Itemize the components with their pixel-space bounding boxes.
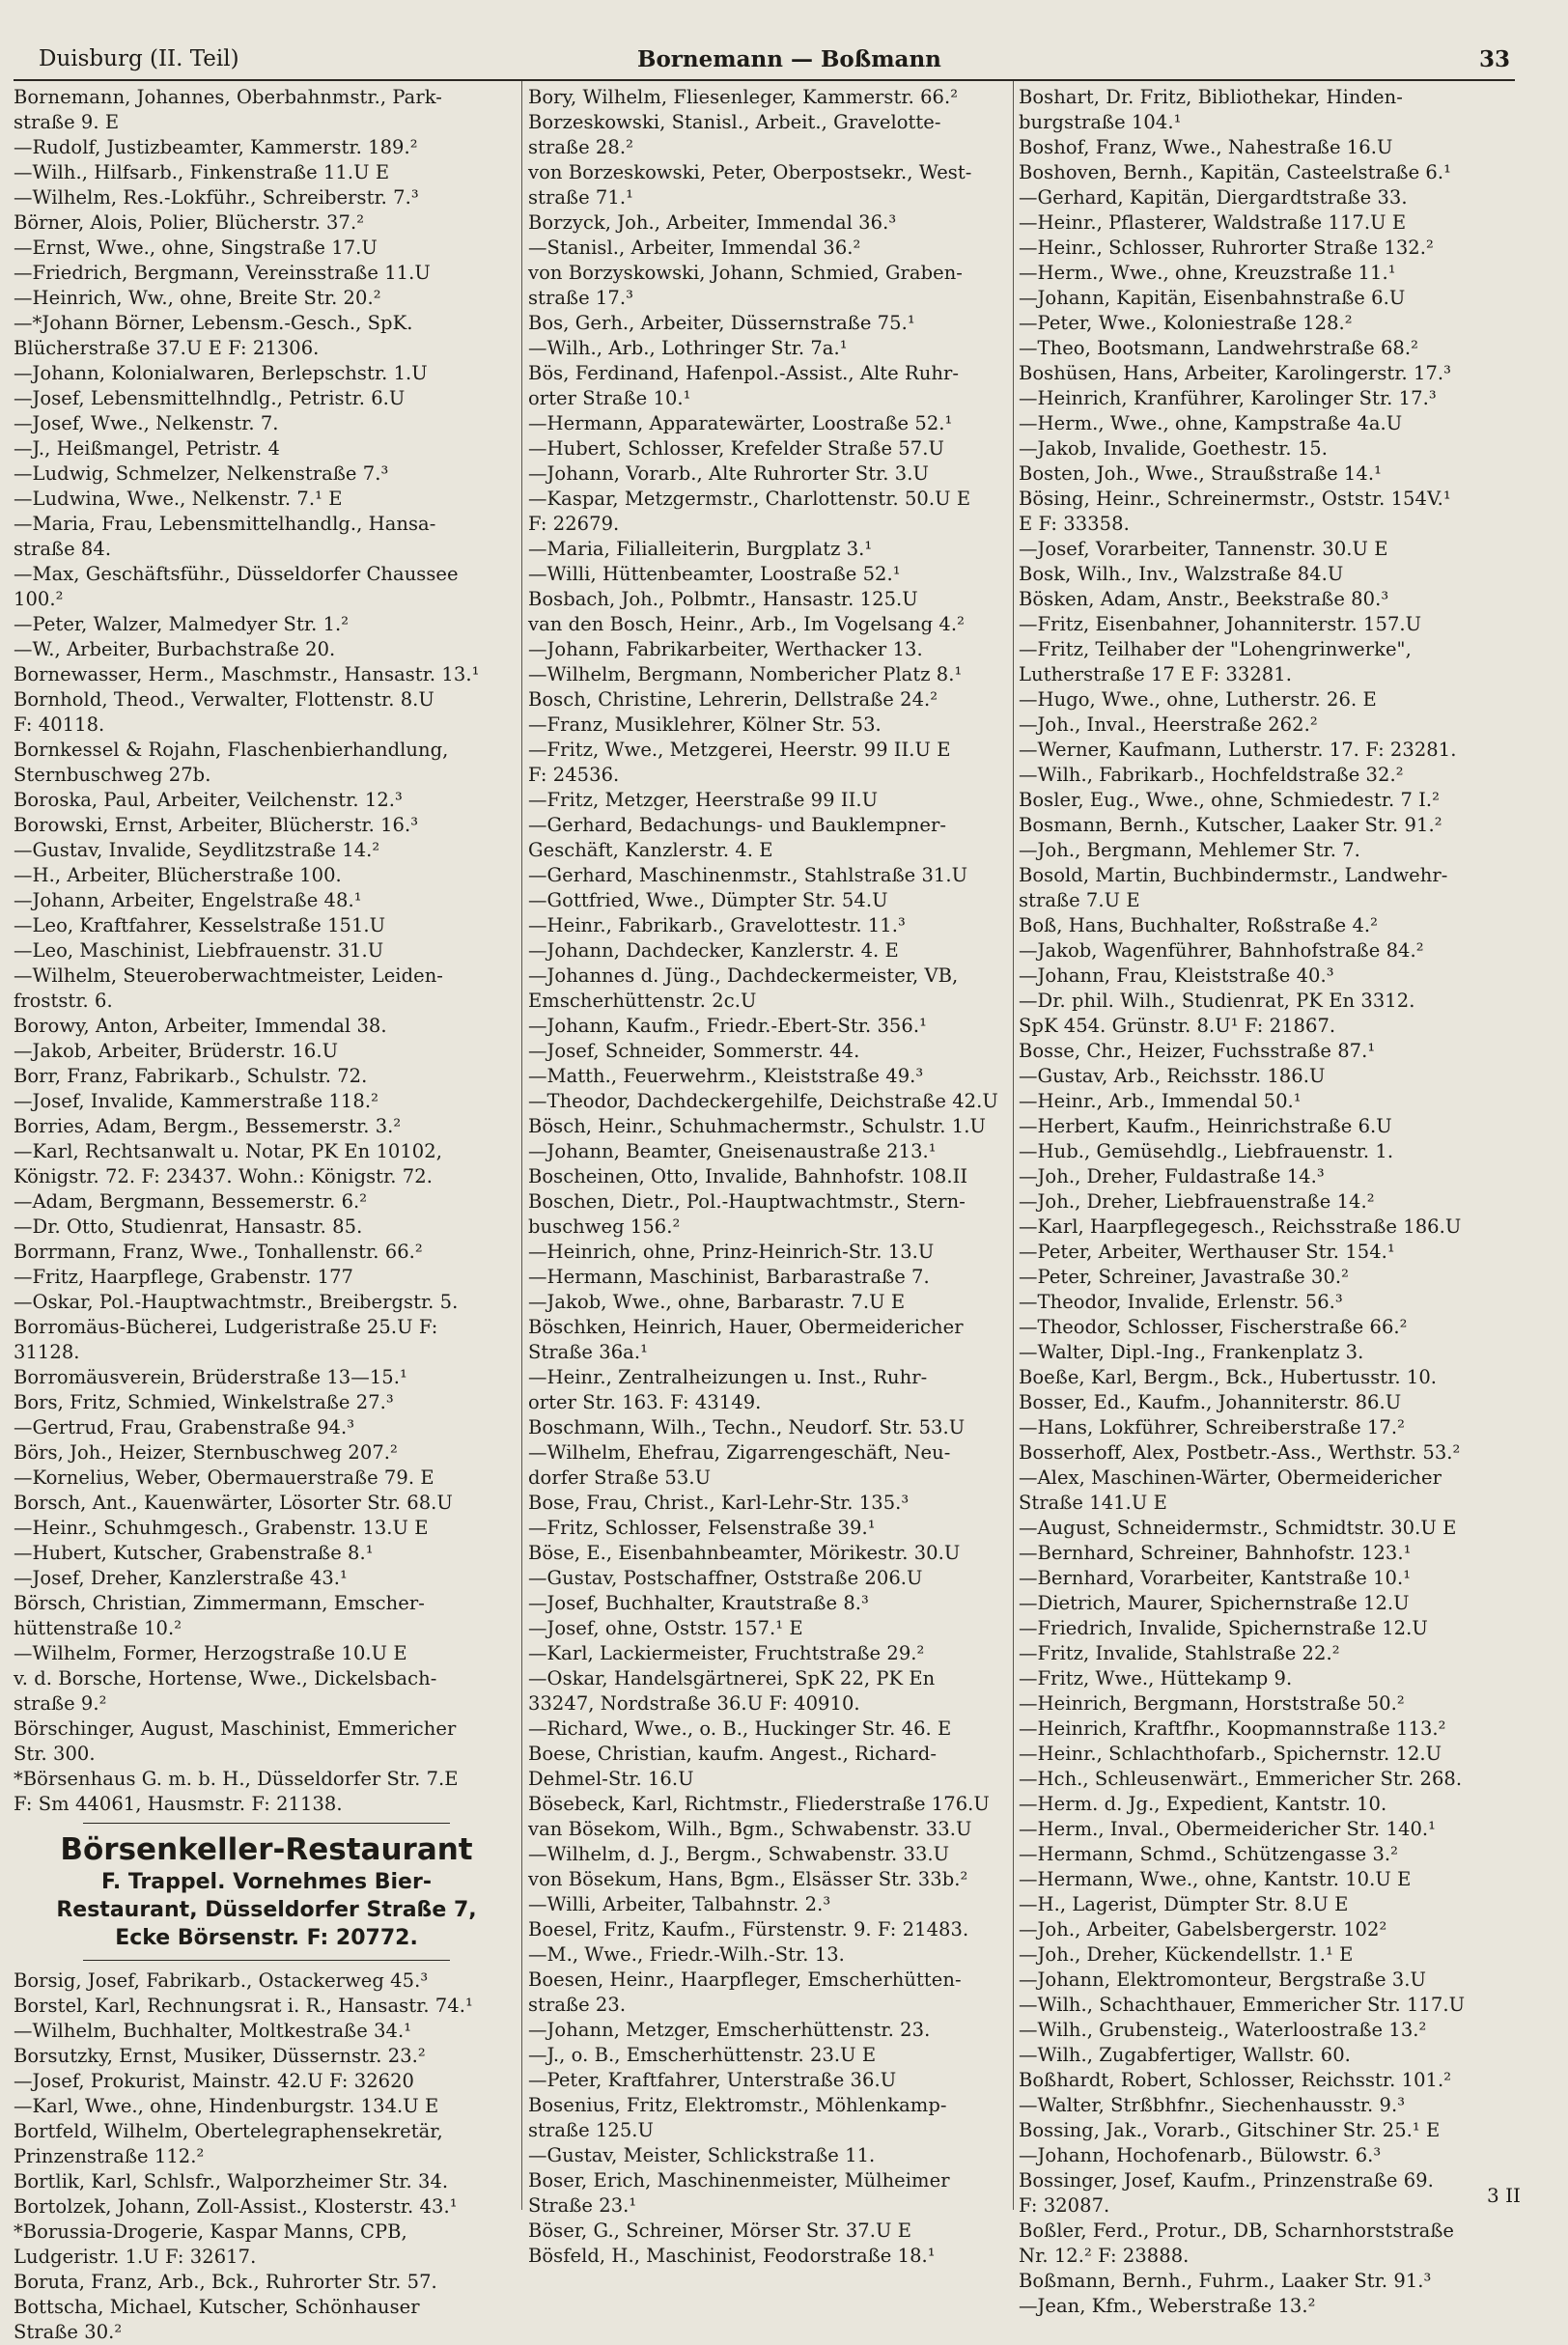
directory-entry: —Theo, Bootsmann, Landwehrstraße 68.²: [1019, 337, 1418, 359]
directory-entry: straße 125.U: [528, 2119, 655, 2141]
directory-entry: *Borussia-Drogerie, Kaspar Manns, CPB,: [14, 2220, 407, 2243]
directory-entry: —Karl, Haarpflegegesch., Reichsstraße 186.U: [1019, 1215, 1462, 1238]
directory-entry: —Bernhard, Schreiner, Bahnhofstr. 123.¹: [1019, 1542, 1412, 1564]
directory-entry: 31128.: [14, 1341, 80, 1363]
directory-entry: van Bösekom, Wilh., Bgm., Schwabenstr. 33.U: [528, 1818, 972, 1840]
directory-entry: Börsch, Christian, Zimmermann, Emscher-: [14, 1592, 425, 1614]
directory-entry: —Josef, Prokurist, Mainstr. 42.U F: 32620: [14, 2070, 415, 2092]
directory-entry: straße 7.U E: [1019, 889, 1140, 911]
directory-entry: Sternbuschweg 27b.: [14, 764, 211, 786]
directory-entry: Bornhold, Theod., Verwalter, Flottenstr. 8.U: [14, 688, 434, 711]
directory-entry: —Ernst, Wwe., ohne, Singstraße 17.U: [14, 237, 378, 259]
directory-entry: Blücherstraße 37.U E F: 21306.: [14, 337, 320, 359]
directory-entry: —Hermann, Maschinist, Barbarastraße 7.: [528, 1266, 930, 1288]
directory-entry: —Heinr., Arb., Immendal 50.¹: [1019, 1090, 1302, 1112]
directory-entry: Boshart, Dr. Fritz, Bibliothekar, Hinden-: [1019, 86, 1403, 108]
directory-entry: Borzyck, Joh., Arbeiter, Immendal 36.³: [528, 211, 897, 234]
directory-entry: F: 32087.: [1019, 2194, 1110, 2217]
directory-entry: —Herm., Wwe., ohne, Kampstraße 4a.U: [1019, 412, 1403, 434]
directory-entry: —Josef, Dreher, Kanzlerstraße 43.¹: [14, 1567, 348, 1589]
directory-entry: —Hermann, Schmd., Schützengasse 3.²: [1019, 1843, 1399, 1865]
ad-line: Ecke Börsenstr. F: 20772.: [115, 1926, 418, 1950]
directory-entry: Böser, G., Schreiner, Mörser Str. 37.U E: [528, 2219, 912, 2242]
directory-entry: —Joh., Arbeiter, Gabelsbergerstr. 102²: [1019, 1918, 1387, 1940]
directory-entry: Bosold, Martin, Buchbindermstr., Landwehr-: [1019, 864, 1448, 886]
directory-entry: Str. 300.: [14, 1743, 96, 1765]
directory-entry: —Jakob, Arbeiter, Brüderstr. 16.U: [14, 1040, 339, 1062]
directory-entry: —Leo, Kraftfahrer, Kesselstraße 151.U: [14, 914, 386, 936]
directory-entry: van den Bosch, Heinr., Arb., Im Vogelsang 4.²: [528, 613, 965, 635]
directory-entry: —Josef, Invalide, Kammerstraße 118.²: [14, 1090, 378, 1112]
directory-entry: —Wilh., Arb., Lothringer Str. 7a.¹: [528, 337, 848, 359]
directory-entry: —Josef, Wwe., Nelkenstr. 7.: [14, 412, 279, 434]
directory-entry: —Heinrich, ohne, Prinz-Heinrich-Str. 13.U: [528, 1241, 935, 1263]
directory-entry: —Herbert, Kaufm., Heinrichstraße 6.U: [1019, 1115, 1392, 1137]
directory-entry: Bösch, Heinr., Schuhmachermstr., Schulstr. 1.U: [528, 1115, 986, 1137]
directory-entry: —Fritz, Invalide, Stahlstraße 22.²: [1019, 1642, 1340, 1664]
directory-entry: von Borzyskowski, Johann, Schmied, Graben-: [528, 262, 963, 284]
directory-entry: Bortfeld, Wilhelm, Obertelegraphensekretär,: [14, 2120, 443, 2142]
directory-entry: —Fritz, Wwe., Metzgerei, Heerstr. 99 II.U E: [528, 739, 951, 761]
directory-entry: Boshof, Franz, Wwe., Nahestraße 16.U: [1019, 136, 1393, 158]
directory-entry: —Fritz, Teilhaber der "Lohengrinwerke",: [1019, 638, 1412, 660]
directory-entry: straße 23.: [528, 1994, 627, 2016]
directory-entry: buschweg 156.²: [528, 1215, 681, 1238]
directory-entry: —Gustav, Arb., Reichsstr. 186.U: [1019, 1065, 1326, 1087]
directory-entry: —Heinrich, Kraftfhr., Koopmannstraße 113.²: [1019, 1717, 1446, 1740]
directory-entry: —Franz, Musiklehrer, Kölner Str. 53.: [528, 713, 882, 736]
directory-entry: Bors, Fritz, Schmied, Winkelstraße 27.³: [14, 1391, 394, 1413]
directory-entry: —Richard, Wwe., o. B., Huckinger Str. 46. E: [528, 1717, 952, 1740]
directory-entry: 100.²: [14, 588, 64, 610]
directory-entry: —Bernhard, Vorarbeiter, Kantstraße 10.¹: [1019, 1567, 1412, 1589]
directory-entry: Bortlik, Karl, Schlsfr., Walporzheimer Str. 34.: [14, 2170, 449, 2192]
directory-entry: Borzeskowski, Stanisl., Arbeit., Gravelotte-: [528, 111, 941, 133]
directory-entry: v. d. Borsche, Hortense, Wwe., Dickelsbach-: [14, 1667, 437, 1689]
directory-entry: —Johann, Beamter, Gneisenaustraße 213.¹: [528, 1140, 937, 1162]
directory-entry: Borsutzky, Ernst, Musiker, Düssernstr. 23.²: [14, 2045, 426, 2067]
directory-entry: Straße 23.¹: [528, 2194, 637, 2217]
directory-entry: —Wilh., Fabrikarb., Hochfeldstraße 32.²: [1019, 764, 1404, 786]
directory-entry: Borries, Adam, Bergm., Bessemerstr. 3.²: [14, 1115, 402, 1137]
directory-entry: —Maria, Frau, Lebensmittelhandlg., Hansa-: [14, 513, 436, 535]
directory-entry: Boruta, Franz, Arb., Bck., Ruhrorter Str. 57.: [14, 2271, 437, 2293]
directory-entry: —Gottfried, Wwe., Dümpter Str. 54.U: [528, 889, 888, 911]
directory-entry: —Ludwina, Wwe., Nelkenstr. 7.¹ E: [14, 488, 343, 510]
directory-entry: Boshoven, Bernh., Kapitän, Casteelstraße 6.¹: [1019, 161, 1452, 183]
ad-line: Restaurant, Düsseldorfer Straße 7,: [56, 1898, 477, 1922]
directory-entry: —Johann, Arbeiter, Engelstraße 48.¹: [14, 889, 362, 911]
directory-entry: —Hermann, Wwe., ohne, Kantstr. 10.U E: [1019, 1868, 1412, 1890]
directory-entry: Borsch, Ant., Kauenwärter, Lösorter Str. 68.U: [14, 1492, 453, 1514]
directory-entry: —Jakob, Invalide, Goethestr. 15.: [1019, 437, 1328, 460]
directory-entry: Bornkessel & Rojahn, Flaschenbierhandlung,: [14, 739, 449, 761]
directory-entry: Bornewasser, Herm., Maschmstr., Hansastr. 13.¹: [14, 663, 480, 685]
directory-entry: Boschen, Dietr., Pol.-Hauptwachtmstr., Stern-: [528, 1190, 966, 1213]
directory-entry: E F: 33358.: [1019, 513, 1130, 535]
directory-entry: Börner, Alois, Polier, Blücherstr. 37.²: [14, 211, 365, 234]
directory-entry: —Heinr., Fabrikarb., Gravelottestr. 11.³: [528, 914, 906, 936]
directory-entry: burgstraße 104.¹: [1019, 111, 1182, 133]
directory-entry: —Gertrud, Frau, Grabenstraße 94.³: [14, 1416, 355, 1438]
directory-entry: straße 17.³: [528, 287, 633, 309]
column-2: [528, 85, 1009, 2267]
directory-entry: Boese, Christian, kaufm. Angest., Richard-: [528, 1743, 937, 1765]
directory-entry: Bosten, Joh., Wwe., Straußstraße 14.¹: [1019, 462, 1382, 485]
directory-entry: Boser, Erich, Maschinenmeister, Mülheimer: [528, 2169, 950, 2191]
directory-entry: *Börsenhaus G. m. b. H., Düsseldorfer Str. 7.E: [14, 1768, 459, 1790]
directory-entry: dorfer Straße 53.U: [528, 1466, 712, 1489]
directory-entry: —W., Arbeiter, Burbachstraße 20.: [14, 638, 336, 660]
directory-entry: —Heinrich, Ww., ohne, Breite Str. 20.²: [14, 287, 381, 309]
directory-entry: —Johann, Elektromonteur, Bergstraße 3.U: [1019, 1968, 1426, 1991]
directory-entry: Bosser, Ed., Kaufm., Johanniterstr. 86.U: [1019, 1391, 1402, 1413]
directory-entry: —Johann, Vorarb., Alte Ruhrorter Str. 3.U: [528, 462, 929, 485]
column-divider: [521, 81, 522, 2210]
directory-entry: F: 24536.: [528, 764, 620, 786]
directory-entry: —Wilhelm, Buchhalter, Moltkestraße 34.¹: [14, 2020, 412, 2042]
directory-entry: —Heinrich, Kranführer, Karolinger Str. 17.³: [1019, 387, 1437, 409]
directory-entry: —Adam, Bergmann, Bessemerstr. 6.²: [14, 1190, 368, 1213]
directory-entry: —Johann, Dachdecker, Kanzlerstr. 4. E: [528, 939, 899, 962]
directory-entry: —Peter, Schreiner, Javastraße 30.²: [1019, 1266, 1350, 1288]
directory-entry: Borr, Franz, Fabrikarb., Schulstr. 72.: [14, 1065, 368, 1087]
directory-entry: —Herm., Wwe., ohne, Kreuzstraße 11.¹: [1019, 262, 1396, 284]
directory-entry: —Oskar, Handelsgärtnerei, SpK 22, PK En: [528, 1667, 936, 1689]
directory-entry: —Jakob, Wwe., ohne, Barbarastr. 7.U E: [528, 1291, 906, 1313]
directory-entry: —Gustav, Invalide, Seydlitzstraße 14.²: [14, 839, 380, 861]
directory-entry: —Wilh., Zugabfertiger, Wallstr. 60.: [1019, 2044, 1351, 2066]
directory-entry: —Herm., Inval., Obermeidericher Str. 140.¹: [1019, 1818, 1437, 1840]
directory-entry: Bosmann, Bernh., Kutscher, Laaker Str. 91.²: [1019, 814, 1442, 836]
directory-entry: —Johann, Frau, Kleiststraße 40.³: [1019, 964, 1334, 987]
directory-entry: Bösfeld, H., Maschinist, Feodorstraße 18.¹: [528, 2245, 936, 2267]
directory-entry: —Max, Geschäftsführ., Düsseldorfer Chaussee: [14, 563, 459, 585]
directory-entry: —Hugo, Wwe., ohne, Lutherstr. 26. E: [1019, 688, 1377, 711]
directory-entry: Bossing, Jak., Vorarb., Gitschiner Str. 25.¹ E: [1019, 2119, 1441, 2141]
directory-entry: Boesel, Fritz, Kaufm., Fürstenstr. 9. F: 21483.: [528, 1918, 969, 1940]
directory-entry: —Joh., Dreher, Fuldastraße 14.³: [1019, 1165, 1325, 1187]
directory-entry: —Johann, Kolonialwaren, Berlepschstr. 1.U: [14, 362, 428, 384]
running-head-city: Duisburg (II. Teil): [39, 46, 239, 71]
directory-entry: straße 71.¹: [528, 186, 633, 209]
directory-entry: Boßhardt, Robert, Schlosser, Reichsstr. 101.²: [1019, 2069, 1452, 2091]
directory-entry: —J., o. B., Emscherhüttenstr. 23.U E: [528, 2044, 877, 2066]
directory-entry: —Alex, Maschinen-Wärter, Obermeidericher: [1019, 1466, 1442, 1489]
directory-entry: straße 28.²: [528, 136, 633, 158]
directory-entry: Boßmann, Bernh., Fuhrm., Laaker Str. 91.³: [1019, 2270, 1432, 2292]
directory-entry: —Maria, Filialleiterin, Burgplatz 3.¹: [528, 538, 873, 560]
directory-entry: F: 40118.: [14, 713, 105, 736]
directory-entry: Bossinger, Josef, Kaufm., Prinzenstraße 69.: [1019, 2169, 1434, 2191]
directory-entry: —Wilhelm, Ehefrau, Zigarrengeschäft, Neu-: [528, 1441, 951, 1464]
directory-entry: —Friedrich, Invalide, Spichernstraße 12.U: [1019, 1617, 1428, 1639]
directory-entry: Boscheinen, Otto, Invalide, Bahnhofstr. 108.II: [528, 1165, 968, 1187]
directory-entry: Börschinger, August, Maschinist, Emmericher: [14, 1717, 457, 1740]
directory-entry: —Heinr., Zentralheizungen u. Inst., Ruhr-: [528, 1366, 928, 1388]
directory-entry: —Hans, Lokführer, Schreiberstraße 17.²: [1019, 1416, 1405, 1438]
ad-rule: [83, 1823, 450, 1824]
directory-entry: hüttenstraße 10.²: [14, 1617, 182, 1639]
column-3: [1019, 85, 1513, 2317]
directory-entry: —Jakob, Wagenführer, Bahnhofstraße 84.²: [1019, 939, 1424, 962]
directory-entry: —Karl, Rechtsanwalt u. Notar, PK En 10102,: [14, 1140, 442, 1162]
directory-entry: —Wilh., Hilfsarb., Finkenstraße 11.U E: [14, 161, 390, 183]
directory-entry: —Peter, Kraftfahrer, Unterstraße 36.U: [528, 2069, 897, 2091]
directory-entry: —Johann, Kaufm., Friedr.-Ebert-Str. 356.¹: [528, 1015, 927, 1037]
directory-entry: F: Sm 44061, Hausmstr. F: 21138.: [14, 1793, 343, 1815]
ad-line: F. Trappel. Vornehmes Bier-: [101, 1870, 432, 1894]
directory-entry: —Herm. d. Jg., Expedient, Kantstr. 10.: [1019, 1793, 1387, 1815]
directory-entry: SpK 454. Grünstr. 8.U¹ F: 21867.: [1019, 1015, 1336, 1037]
directory-entry: —Oskar, Pol.-Hauptwachtmstr., Breibergstr. 5.: [14, 1291, 459, 1313]
directory-entry: —Joh., Inval., Heerstraße 262.²: [1019, 713, 1318, 736]
directory-entry: —Wilhelm, Bergmann, Nombericher Platz 8.¹: [528, 663, 963, 685]
directory-entry: Boschmann, Wilh., Techn., Neudorf. Str. 53.U: [528, 1416, 966, 1438]
signature-mark: 3 II: [1487, 2184, 1521, 2207]
directory-entry: Straße 141.U E: [1019, 1492, 1167, 1514]
directory-entry: —Johannes d. Jüng., Dachdeckermeister, VB,: [528, 964, 959, 987]
directory-entry: froststr. 6.: [14, 990, 113, 1012]
directory-entry: —Johann, Hochofenarb., Bülowstr. 6.³: [1019, 2144, 1382, 2166]
directory-entry: —Fritz, Eisenbahner, Johanniterstr. 157.U: [1019, 613, 1422, 635]
directory-entry: Bos, Gerh., Arbeiter, Düssernstraße 75.¹: [528, 312, 915, 334]
directory-entry: —Joh., Dreher, Kückendellstr. 1.¹ E: [1019, 1943, 1354, 1966]
directory-entry: Bös, Ferdinand, Hafenpol.-Assist., Alte Ruhr-: [528, 362, 959, 384]
directory-entry: Bosse, Chr., Heizer, Fuchsstraße 87.¹: [1019, 1040, 1376, 1062]
directory-entry: Bosch, Christine, Lehrerin, Dellstraße 24.²: [528, 688, 938, 711]
directory-entry: Boß, Hans, Buchhalter, Roßstraße 4.²: [1019, 914, 1379, 936]
directory-entry: —J., Heißmangel, Petristr. 4: [14, 437, 280, 460]
directory-entry: Borrmann, Franz, Wwe., Tonhallenstr. 66.²: [14, 1241, 423, 1263]
directory-entry: —Josef, ohne, Oststr. 157.¹ E: [528, 1617, 803, 1639]
directory-entry: orter Str. 163. F: 43149.: [528, 1391, 762, 1413]
directory-entry: von Borzeskowski, Peter, Oberpostsekr., West-: [528, 161, 972, 183]
directory-entry: —Willi, Arbeiter, Talbahnstr. 2.³: [528, 1893, 831, 1915]
directory-entry: —Gustav, Postschaffner, Oststraße 206.U: [528, 1567, 923, 1589]
directory-entry: —Heinrich, Bergmann, Horststraße 50.²: [1019, 1692, 1405, 1715]
directory-entry: Bose, Frau, Christ., Karl-Lehr-Str. 135.³: [528, 1492, 910, 1514]
directory-entry: —Heinr., Schuhmgesch., Grabenstr. 13.U E: [14, 1517, 429, 1539]
directory-entry: —Wilhelm, Steueroberwachtmeister, Leiden-: [14, 964, 443, 987]
directory-entry: —Johann, Metzger, Emscherhüttenstr. 23.: [528, 2019, 931, 2041]
directory-entry: —Stanisl., Arbeiter, Immendal 36.²: [528, 237, 861, 259]
directory-entry: 33247, Nordstraße 36.U F: 40910.: [528, 1692, 860, 1715]
directory-entry: —Joh., Dreher, Liebfrauenstraße 14.²: [1019, 1190, 1375, 1213]
directory-entry: Geschäft, Kanzlerstr. 4. E: [528, 839, 773, 861]
directory-entry: —Wilhelm, Res.-Lokführ., Schreiberstr. 7.³: [14, 186, 419, 209]
directory-entry: Straße 30.²: [14, 2321, 123, 2343]
directory-entry: Borowy, Anton, Arbeiter, Immendal 38.: [14, 1015, 387, 1037]
directory-entry: —Dietrich, Maurer, Spichernstraße 12.U: [1019, 1592, 1410, 1614]
directory-entry: Bösken, Adam, Anstr., Beekstraße 80.³: [1019, 588, 1389, 610]
directory-entry: —Gerhard, Bedachungs- und Bauklempner-: [528, 814, 946, 836]
directory-entry: Böse, E., Eisenbahnbeamter, Mörikestr. 30.U: [528, 1542, 961, 1564]
directory-entry: —Fritz, Metzger, Heerstraße 99 II.U: [528, 789, 879, 811]
directory-entry: —Willi, Hüttenbeamter, Loostraße 52.¹: [528, 563, 901, 585]
directory-entry: Bosk, Wilh., Inv., Walzstraße 84.U: [1019, 563, 1344, 585]
directory-entry: —Johann, Fabrikarbeiter, Werthacker 13.: [528, 638, 923, 660]
directory-entry: —Hermann, Apparatewärter, Loostraße 52.¹: [528, 412, 953, 434]
directory-entry: Dehmel-Str. 16.U: [528, 1768, 694, 1790]
directory-entry: —Rudolf, Justizbeamter, Kammerstr. 189.²: [14, 136, 418, 158]
directory-entry: Bosenius, Fritz, Elektromstr., Möhlenkamp-: [528, 2094, 947, 2116]
directory-entry: —Hubert, Schlosser, Krefelder Straße 57.U: [528, 437, 944, 460]
directory-entry: —Walter, Dipl.-Ing., Frankenplatz 3.: [1019, 1341, 1364, 1363]
directory-entry: Borsig, Josef, Fabrikarb., Ostackerweg 45.³: [14, 1969, 429, 1992]
directory-entry: —Hch., Schleusenwärt., Emmericher Str. 268.: [1019, 1768, 1463, 1790]
directory-entry: —Dr. Otto, Studienrat, Hansastr. 85.: [14, 1215, 363, 1238]
directory-entry: —Wilh., Grubensteig., Waterloostraße 13.²: [1019, 2019, 1427, 2041]
directory-entry: —Ludwig, Schmelzer, Nelkenstraße 7.³: [14, 462, 389, 485]
directory-entry: Königstr. 72. F: 23437. Wohn.: Königstr. 72.: [14, 1165, 433, 1187]
directory-entry: —Heinr., Schlachthofarb., Spichernstr. 12.U: [1019, 1743, 1442, 1765]
advertisement-boersenkeller: [14, 1831, 519, 1952]
directory-entry: —H., Lagerist, Dümpter Str. 8.U E: [1019, 1893, 1349, 1915]
directory-entry: Boshüsen, Hans, Arbeiter, Karolingerstr. 17.³: [1019, 362, 1452, 384]
directory-entry: Nr. 12.² F: 23888.: [1019, 2245, 1190, 2267]
directory-entry: —Fritz, Schlosser, Felsenstraße 39.¹: [528, 1517, 876, 1539]
directory-entry: —Wilh., Schachthauer, Emmericher Str. 117.U: [1019, 1994, 1466, 2016]
directory-entry: —Dr. phil. Wilh., Studienrat, PK En 3312.: [1019, 990, 1415, 1012]
directory-entry: —Joh., Bergmann, Mehlemer Str. 7.: [1019, 839, 1360, 861]
directory-entry: —Heinr., Pflasterer, Waldstraße 117.U E: [1019, 211, 1407, 234]
directory-entry: —Josef, Lebensmittelhndlg., Petristr. 6.U: [14, 387, 406, 409]
directory-entry: Borowski, Ernst, Arbeiter, Blücherstr. 16.³: [14, 814, 419, 836]
directory-entry: —Werner, Kaufmann, Lutherstr. 17. F: 23281.: [1019, 739, 1457, 761]
directory-entry: Boesen, Heinr., Haarpfleger, Emscherhütten-: [528, 1968, 962, 1991]
directory-entry: —Peter, Wwe., Koloniestraße 128.²: [1019, 312, 1353, 334]
directory-entry: —*Johann Börner, Lebensm.-Gesch., SpK.: [14, 312, 413, 334]
directory-entry: Lutherstraße 17 E F: 33281.: [1019, 663, 1292, 685]
directory-entry: —Theodor, Schlosser, Fischerstraße 66.²: [1019, 1316, 1408, 1338]
ad-title: Börsenkeller-Restaurant: [60, 1832, 473, 1867]
directory-entry: —Heinr., Schlosser, Ruhrorter Straße 132.²: [1019, 237, 1434, 259]
directory-entry: —Karl, Lackiermeister, Fruchtstraße 29.²: [528, 1642, 925, 1664]
directory-entry: Bosbach, Joh., Polbmtr., Hansastr. 125.U: [528, 588, 918, 610]
directory-entry: straße 84.: [14, 538, 112, 560]
directory-entry: —Peter, Arbeiter, Werthauser Str. 154.¹: [1019, 1241, 1395, 1263]
directory-entry: —Kaspar, Metzgermstr., Charlottenstr. 50.U E: [528, 488, 971, 510]
directory-entry: Bortolzek, Johann, Zoll-Assist., Klosterstr. 43.¹: [14, 2195, 458, 2218]
directory-entry: straße 9. E: [14, 111, 120, 133]
directory-entry: —Gerhard, Kapitän, Diergardtstraße 33.: [1019, 186, 1408, 209]
page-number: 33: [1478, 46, 1510, 72]
directory-entry: Bösing, Heinr., Schreinermstr., Oststr. 154V.¹: [1019, 488, 1451, 510]
directory-entry: —Johann, Kapitän, Eisenbahnstraße 6.U: [1019, 287, 1406, 309]
ad-rule: [83, 1960, 450, 1961]
directory-entry: Boeße, Karl, Bergm., Bck., Hubertusstr. 10.: [1019, 1366, 1438, 1388]
directory-entry: —Karl, Wwe., ohne, Hindenburgstr. 134.U E: [14, 2095, 439, 2117]
directory-entry: —Fritz, Haarpflege, Grabenstr. 177: [14, 1266, 354, 1288]
directory-entry: —Hubert, Kutscher, Grabenstraße 8.¹: [14, 1542, 374, 1564]
directory-entry: Emscherhüttenstr. 2c.U: [528, 990, 757, 1012]
directory-entry: von Bösekum, Hans, Bgm., Elsässer Str. 33b.²: [528, 1868, 968, 1890]
directory-entry: Boroska, Paul, Arbeiter, Veilchenstr. 12.³: [14, 789, 403, 811]
directory-entry: Bottscha, Michael, Kutscher, Schönhauser: [14, 2296, 420, 2318]
directory-entry: F: 22679.: [528, 513, 620, 535]
directory-entry: —Wilhelm, d. J., Bergm., Schwabenstr. 33.U: [528, 1843, 950, 1865]
directory-entry: Borstel, Karl, Rechnungsrat i. R., Hansastr. 74.¹: [14, 1995, 473, 2017]
directory-entry: Bosserhoff, Alex, Postbetr.-Ass., Werthstr. 53.²: [1019, 1441, 1461, 1464]
directory-entry: —Theodor, Invalide, Erlenstr. 56.³: [1019, 1291, 1343, 1313]
directory-entry: Böschken, Heinrich, Hauer, Obermeidericher: [528, 1316, 964, 1338]
directory-entry: —August, Schneidermstr., Schmidtstr. 30.U E: [1019, 1517, 1457, 1539]
directory-entry: straße 9.²: [14, 1692, 107, 1715]
directory-entry: —Matth., Feuerwehrm., Kleiststraße 49.³: [528, 1065, 924, 1087]
column-1: [14, 85, 519, 2343]
directory-entry: Straße 36a.¹: [528, 1341, 648, 1363]
directory-entry: —Theodor, Dachdeckergehilfe, Deichstraße 42.U: [528, 1090, 998, 1112]
directory-entry: Bory, Wilhelm, Fliesenleger, Kammerstr. 66.²: [528, 86, 959, 108]
directory-entry: Bornemann, Johannes, Oberbahnmstr., Park-: [14, 86, 442, 108]
directory-entry: —Josef, Schneider, Sommerstr. 44.: [528, 1040, 860, 1062]
directory-entry: —Gerhard, Maschinenmstr., Stahlstraße 31.U: [528, 864, 968, 886]
directory-entry: —H., Arbeiter, Blücherstraße 100.: [14, 864, 342, 886]
directory-entry: Prinzenstraße 112.²: [14, 2145, 205, 2167]
directory-entry: Börs, Joh., Heizer, Sternbuschweg 207.²: [14, 1441, 398, 1464]
directory-entry: —Walter, Strßbhfnr., Siechenhausstr. 9.³: [1019, 2094, 1406, 2116]
directory-entry: Borromäus-Bücherei, Ludgeristraße 25.U F:: [14, 1316, 438, 1338]
directory-entry: Ludgeristr. 1.U F: 32617.: [14, 2246, 257, 2268]
running-head-names: Bornemann — Boßmann: [637, 46, 941, 72]
directory-entry: —Gustav, Meister, Schlickstraße 11.: [528, 2144, 876, 2166]
directory-entry: Boßler, Ferd., Protur., DB, Scharnhorststraße: [1019, 2219, 1454, 2242]
directory-entry: orter Straße 10.¹: [528, 387, 691, 409]
directory-entry: —Friedrich, Bergmann, Vereinsstraße 11.U: [14, 262, 431, 284]
directory-entry: —Wilhelm, Former, Herzogstraße 10.U E: [14, 1642, 407, 1664]
column-divider: [1013, 81, 1014, 2210]
directory-entry: —Hub., Gemüsehdlg., Liebfrauenstr. 1.: [1019, 1140, 1394, 1162]
header-rule: [14, 79, 1515, 81]
directory-entry: —Jean, Kfm., Weberstraße 13.²: [1019, 2295, 1316, 2317]
directory-entry: —M., Wwe., Friedr.-Wilh.-Str. 13.: [528, 1943, 845, 1966]
directory-entry: Borromäusverein, Brüderstraße 13—15.¹: [14, 1366, 407, 1388]
directory-entry: —Fritz, Wwe., Hüttekamp 9.: [1019, 1667, 1293, 1689]
directory-entry: —Kornelius, Weber, Obermauerstraße 79. E: [14, 1466, 434, 1489]
directory-entry: Bosler, Eug., Wwe., ohne, Schmiedestr. 7 I.²: [1019, 789, 1441, 811]
directory-entry: —Josef, Buchhalter, Krautstraße 8.³: [528, 1592, 869, 1614]
directory-entry: —Leo, Maschinist, Liebfrauenstr. 31.U: [14, 939, 384, 962]
page-header: [39, 42, 1510, 75]
directory-entry: —Peter, Walzer, Malmedyer Str. 1.²: [14, 613, 350, 635]
directory-entry: Bösebeck, Karl, Richtmstr., Fliederstraße 176.U: [528, 1793, 990, 1815]
directory-entry: —Josef, Vorarbeiter, Tannenstr. 30.U E: [1019, 538, 1388, 560]
